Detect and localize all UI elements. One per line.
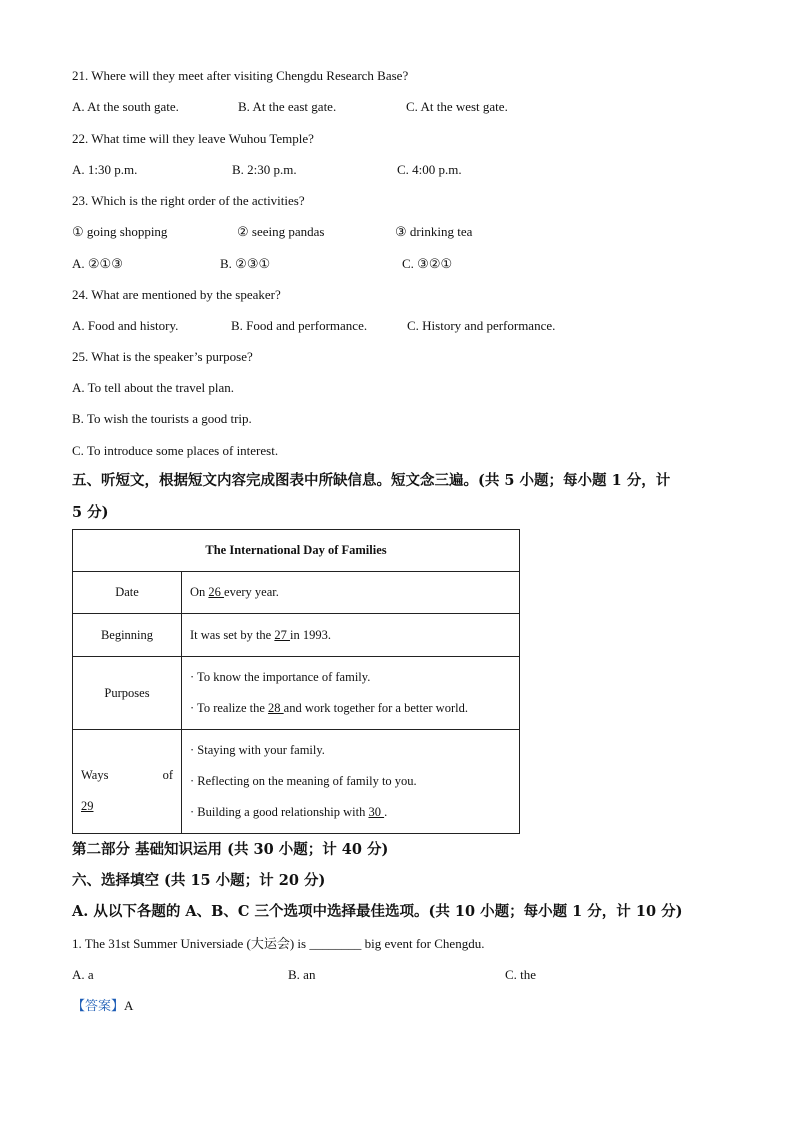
question-1: 1. The 31st Summer Universiade (大运会) is ________ big event for Chengdu. (72, 936, 485, 951)
text: in 1993. (289, 627, 331, 642)
option-a: A. To tell about the travel plan. (72, 380, 235, 395)
way-2: · Reflecting on the meaning of family to you. (190, 774, 417, 788)
question-24: 24. What are mentioned by the speaker? (72, 287, 281, 302)
text: every year. (224, 585, 279, 599)
blank-29: 29 (81, 798, 94, 813)
way-3 (190, 797, 519, 828)
blank-28: 28 (268, 701, 284, 715)
option-a: A. 1:30 p.m. (72, 162, 138, 177)
option-c: C. At the west gate. (406, 99, 508, 114)
blank-26: 26 (208, 585, 225, 599)
table-title: The International Day of Families (73, 530, 520, 572)
option-b: B. To wish the tourists a good trip. (72, 411, 252, 426)
answer-value: A (124, 998, 134, 1013)
option-c: C. 4:00 p.m. (397, 162, 462, 177)
way-1: · Staying with your family. (190, 743, 325, 757)
option-a: A. a (72, 967, 94, 982)
text: . (384, 805, 388, 819)
option-c: C. ③②① (402, 256, 453, 271)
text: It was set by the (190, 627, 275, 642)
section-5-heading-cont: 5 分) (72, 504, 109, 521)
section-a-heading: A. 从以下各题的 A、B、C 三个选项中选择最佳选项。(共 10 小题；每小题 1 分，计 10 分) (72, 903, 683, 920)
text: and work together for a better world. (283, 701, 468, 715)
text: of (162, 767, 173, 782)
blank-27: 27 (274, 627, 290, 642)
activity-item: ① going shopping (72, 224, 168, 239)
option-a: A. At the south gate. (72, 99, 179, 114)
answer-line (72, 998, 133, 1014)
purpose-2 (190, 693, 519, 724)
section-6-heading: 六、选择填空 (共 15 小题；计 20 分) (72, 872, 326, 889)
ways-label-line (81, 760, 173, 791)
option-c: C. History and performance. (407, 318, 556, 333)
text: Ways (81, 767, 109, 782)
text: · Building a good relationship with (190, 805, 369, 819)
part-2-heading: 第二部分 基础知识运用 (共 30 小题；计 40 分) (72, 841, 389, 858)
option-b: B. Food and performance. (231, 318, 368, 333)
purpose-1: · To know the importance of family. (190, 670, 371, 684)
option-a: A. Food and history. (72, 318, 179, 333)
option-c: C. To introduce some places of interest. (72, 443, 279, 458)
ways-blank-line (81, 791, 173, 822)
question-25: 25. What is the speaker’s purpose? (72, 349, 253, 364)
row-label-ways (73, 730, 182, 834)
row-value-ways (182, 730, 520, 834)
question-23: 23. Which is the right order of the activities? (72, 193, 305, 208)
option-b: B. 2:30 p.m. (232, 162, 297, 177)
row-value-beginning (182, 614, 520, 657)
activity-item: ② seeing pandas (237, 224, 325, 239)
row-label-beginning: Beginning (73, 614, 182, 657)
row-label-date: Date (73, 572, 182, 614)
text: · To realize the (190, 701, 269, 715)
question-21: 21. Where will they meet after visiting Chengdu Research Base? (72, 68, 409, 83)
activity-item: ③ drinking tea (395, 224, 473, 239)
row-value-date (182, 572, 520, 614)
option-b: B. ②③① (220, 256, 271, 271)
row-label-purposes: Purposes (73, 657, 182, 730)
section-5-heading: 五、听短文，根据短文内容完成图表中所缺信息。短文念三遍。(共 5 小题；每小题 1 分，计 (72, 472, 671, 489)
option-a: A. ②①③ (72, 256, 123, 271)
blank-30: 30 (368, 805, 385, 819)
option-b: B. an (288, 967, 316, 982)
question-22: 22. What time will they leave Wuhou Temple? (72, 131, 314, 146)
text: On (190, 585, 209, 599)
answer-label: 【答案】 (72, 998, 125, 1013)
row-value-purposes (182, 657, 520, 730)
families-table (72, 529, 520, 834)
option-b: B. At the east gate. (238, 99, 337, 114)
option-c: C. the (505, 967, 537, 982)
